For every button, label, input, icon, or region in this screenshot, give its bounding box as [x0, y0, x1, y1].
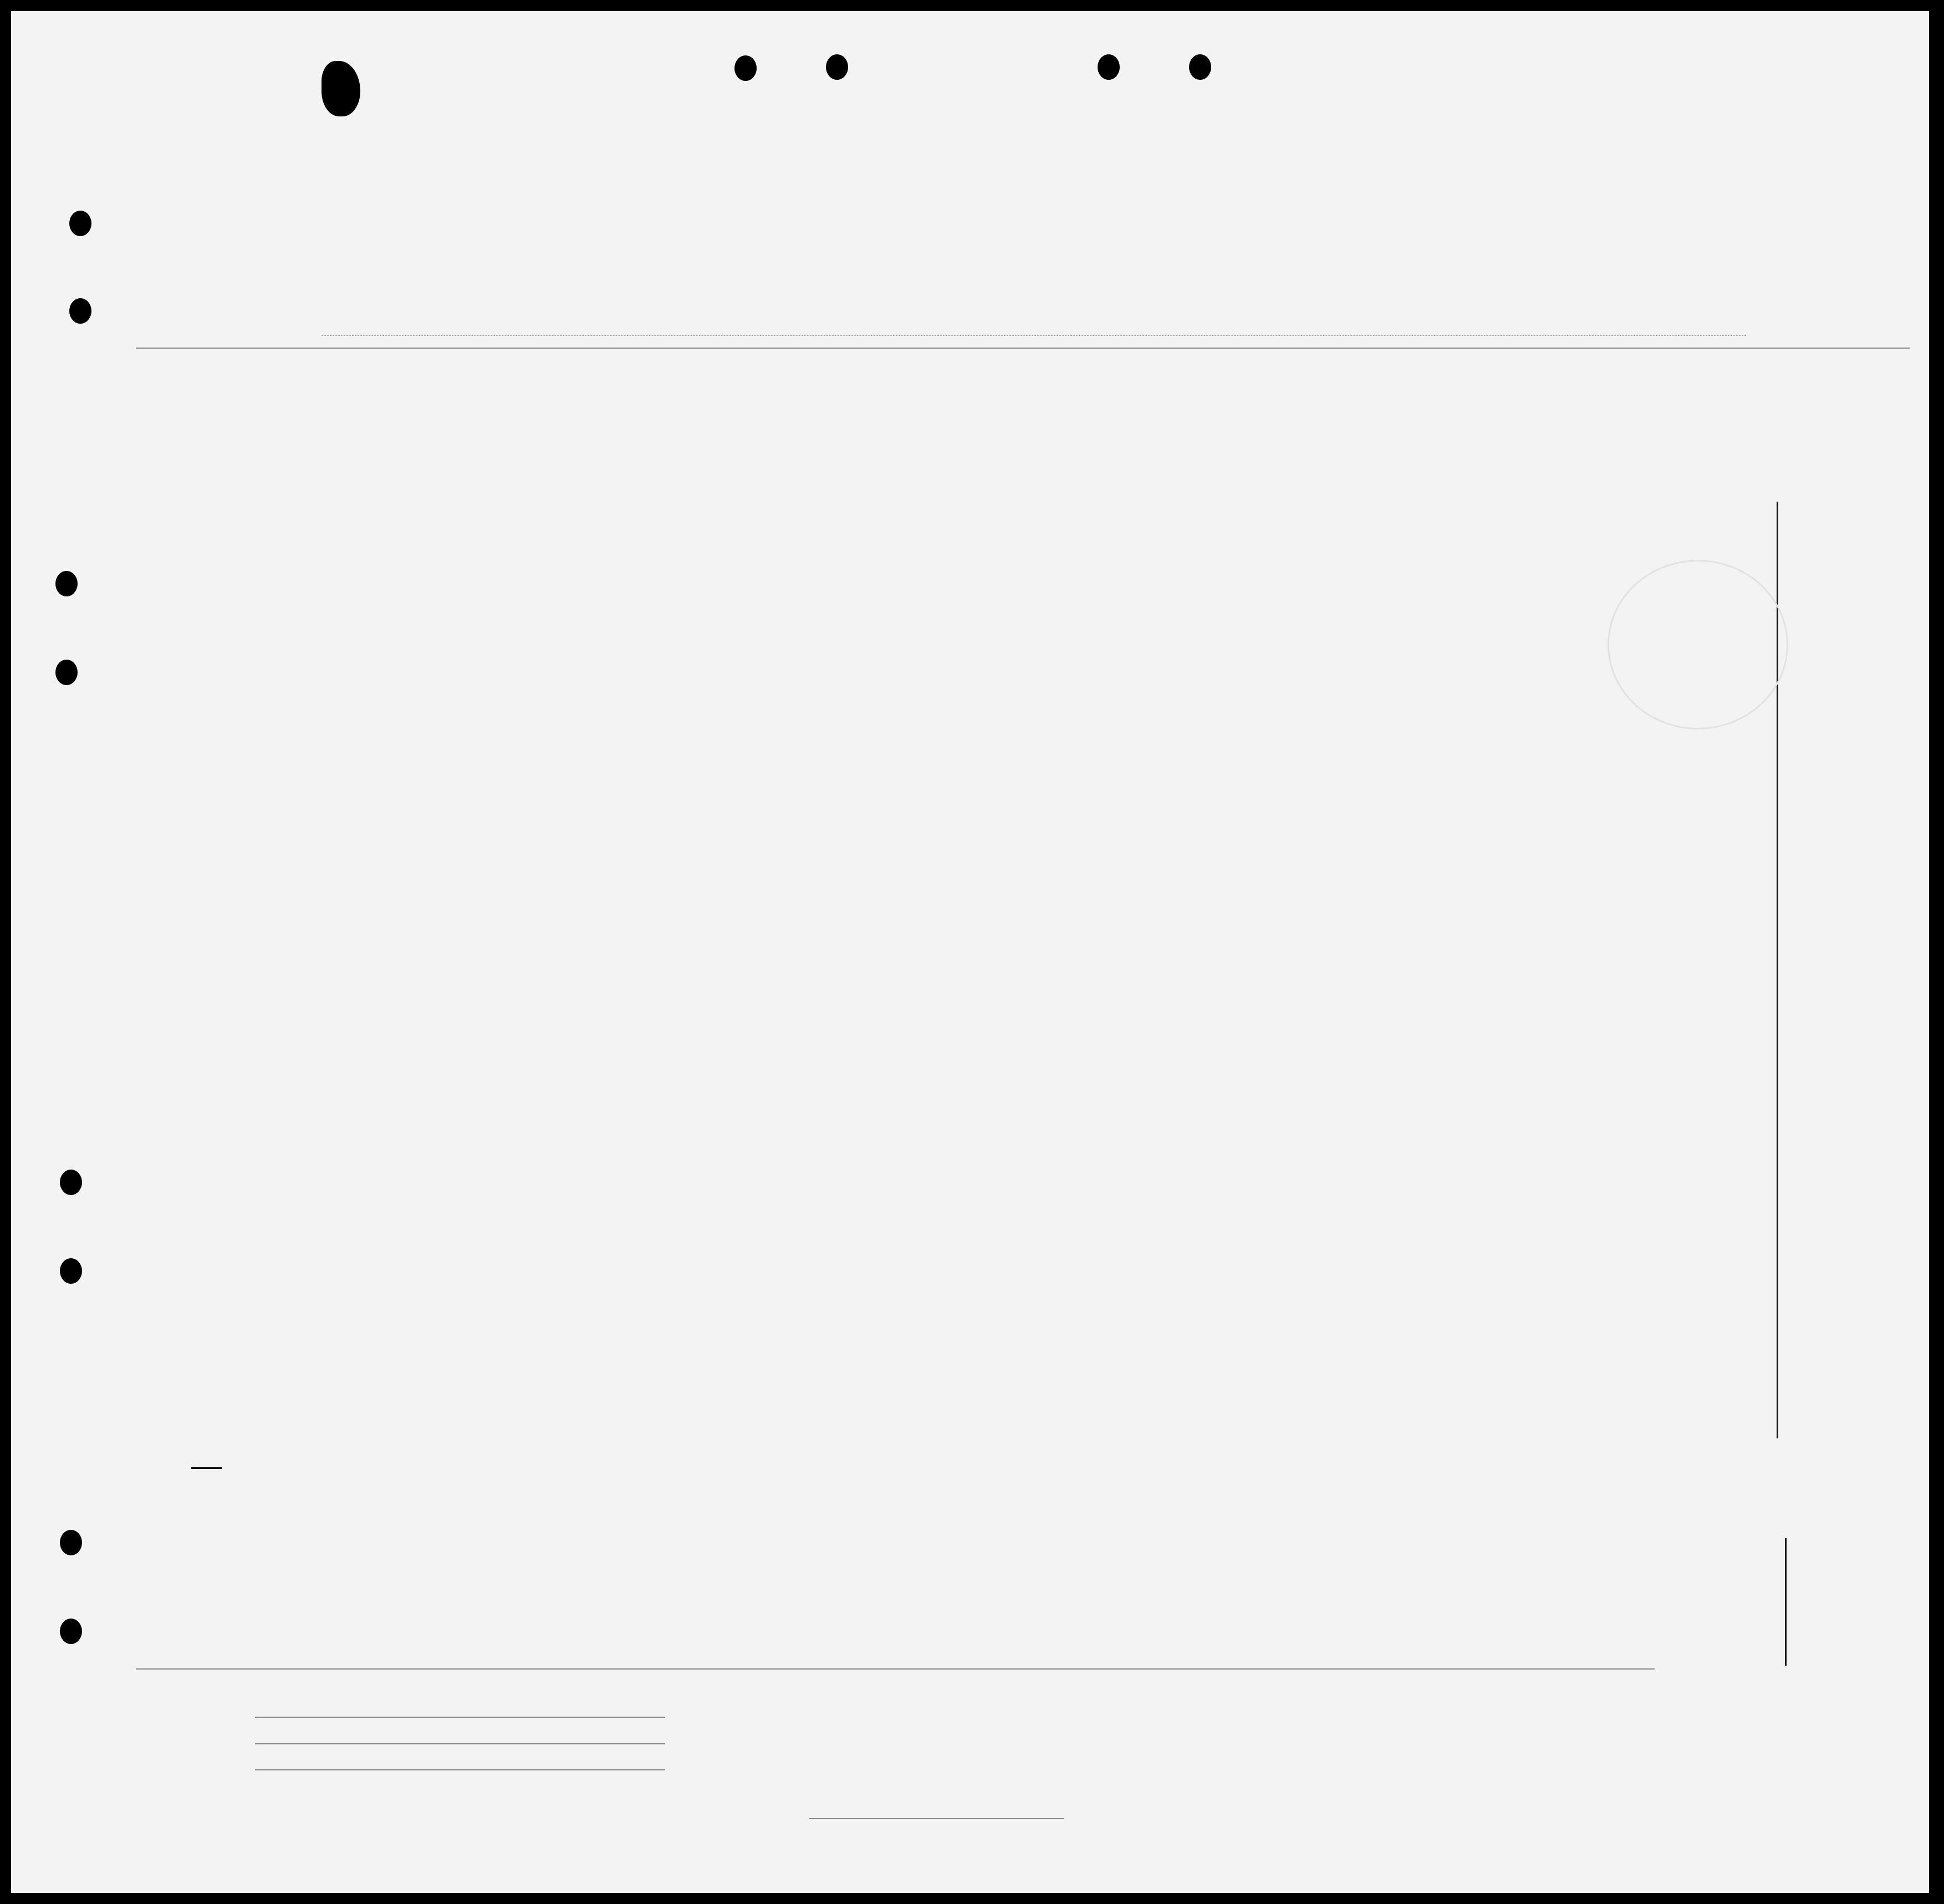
- footer-line-2: [255, 1743, 665, 1744]
- signature-line: [809, 1818, 1064, 1819]
- footer-line-3: [255, 1769, 665, 1770]
- footer-line: [136, 1668, 1655, 1670]
- row26-strikeout: [191, 1467, 222, 1469]
- manifest-sheet: [11, 11, 1929, 1893]
- crew-table: [11, 11, 1929, 1674]
- remarks-bracket-bottom: [1785, 1538, 1787, 1666]
- faint-stamp: [1608, 560, 1788, 729]
- footer-line-1: [255, 1717, 665, 1718]
